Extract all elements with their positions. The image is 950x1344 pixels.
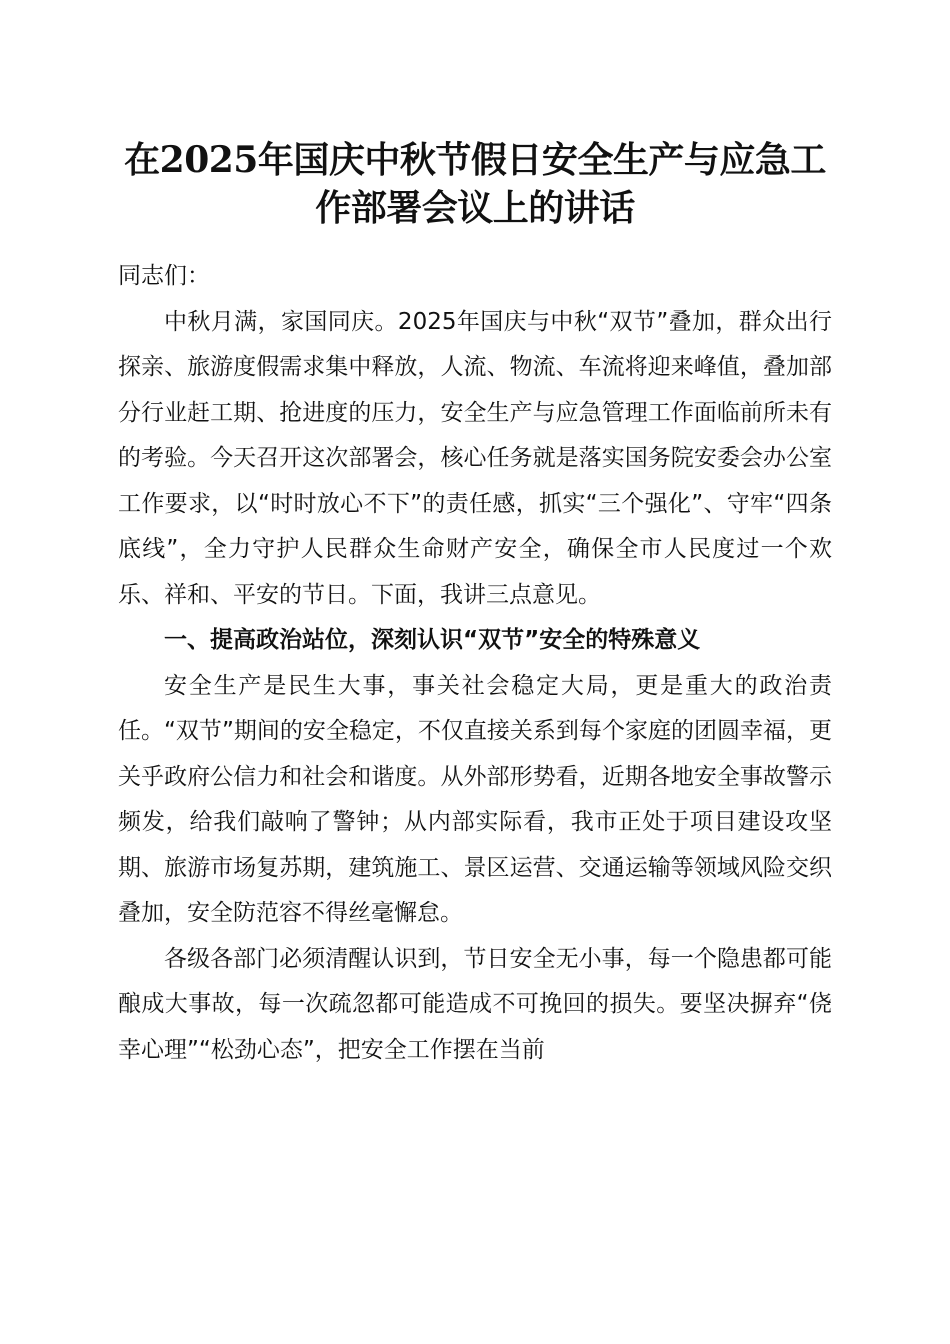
section-heading-1: 一、提高政治站位，深刻认识“双节”安全的特殊意义 (164, 627, 701, 653)
intro-paragraph: 中秋月满，家国同庆。2025年国庆与中秋“双节”叠加，群众出行探亲、旅游度假需求集中释放，人流、物流、车流将迎来峰值，叠加部分行业赶工期、抢进度的压力，安全生产与应急管理工作面临前所未有的考验。今天召开这次部署会，核心任务就是落实国务院安委会办公室工作要求，以“时时放心不下”的责任感，抓实“三个强化”、守牢“四条底线”，全力守护人民群众生命财产安全，确保全市人民度过一个欢乐、祥和、平安的节日。下面，我讲三点意见。 (118, 308, 832, 608)
title-line-2: 作部署会议上的讲话 (315, 187, 635, 229)
title-line-1: 在2025年国庆中秋节假日安全生产与应急工 (124, 139, 826, 181)
section-1-paragraph-2: 各级各部门必须清醒认识到，节日安全无小事，每一个隐患都可能酿成大事故，每一次疏忽都可能造成不可挽回的损失。要坚决摒弃“侥幸心理”“松劲心态”，把安全工作摆在当前 (118, 945, 832, 1063)
salutation: 同志们： (118, 263, 210, 289)
section-1-paragraph-1: 安全生产是民生大事，事关社会稳定大局，更是重大的政治责任。“双节”期间的安全稳定，不仅直接关系到每个家庭的团圆幸福，更关乎政府公信力和社会和谐度。从外部形势看，近期各地安全事故警示频发，给我们敲响了警钟；从内部实际看，我市正处于项目建设攻坚期、旅游市场复苏期，建筑施工、景区运营、交通运输等领域风险交织叠加，安全防范容不得丝毫懈怠。 (118, 672, 832, 926)
document-body (118, 254, 832, 1073)
document-title (118, 136, 832, 232)
